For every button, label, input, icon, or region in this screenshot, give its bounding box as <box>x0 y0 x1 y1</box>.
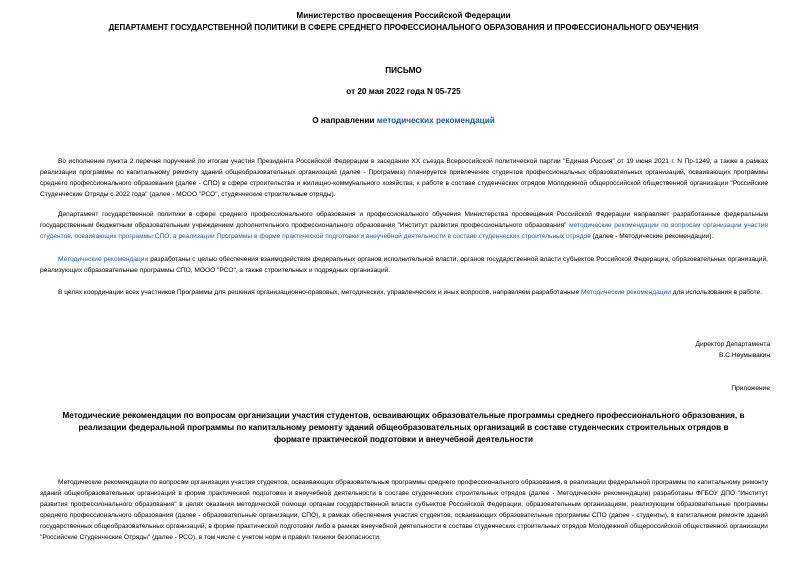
subject-prefix: О направлении <box>312 116 377 125</box>
paragraph-2-tail: (далее - Методические рекомендации). <box>590 233 714 240</box>
appendix-label: Приложение <box>731 385 770 392</box>
recommendations-link-3[interactable]: Методические рекомендации <box>580 289 671 296</box>
document-type: ПИСЬМО <box>385 66 422 75</box>
paragraph-4-tail: для использования в работе. <box>670 289 763 296</box>
signature-position: Директор Департамента <box>695 341 770 348</box>
paragraph-3 <box>40 254 768 276</box>
paragraph-4 <box>40 287 768 298</box>
methodical-recommendations-link[interactable]: методические рекомендации по вопросам организации участия студентов, осваивающих программы СПО, в реализации Программы в форме практической подготовки и внеучебной деятельности в составе студенческих строительных отрядов <box>40 222 768 240</box>
subject-link[interactable]: методических рекомендаций <box>376 116 495 125</box>
department-name: ДЕПАРТАМЕНТ ГОСУДАРСТВЕННОЙ ПОЛИТИКИ В СФЕРЕ СРЕДНЕГО ПРОФЕССИОНАЛЬНОГО ОБРАЗОВАНИЯ И ПРОФЕССИОНАЛЬНОГО ОБУЧЕНИЯ <box>108 23 699 32</box>
recommendations-title: Методические рекомендации по вопросам организации участия студентов, осваивающих образовательные программы среднего профессионального образования, в реализации федеральной программы по капитальному ремонту зданий общеобразовательных организаций в составе студенческих строительных отрядов в формате практической подготовки и внеучебной деятельности <box>62 411 745 444</box>
signature-name: В.С.Неумывакин <box>719 352 770 359</box>
recommendations-link-2[interactable]: Методические рекомендации <box>58 256 149 263</box>
ministry-name: Министерство просвещения Российской Федерации <box>296 11 511 20</box>
paragraph-5: Методические рекомендации по вопросам организации участия студентов, осваивающих образовательные программы среднего профессионального образования, в реализации федеральной программы по капитальному ремонту зданий общеобразовательных организаций в форме практической подготовки и внеучебной деятельности в составе студенческих строительных отрядов (далее - Методические рекомендации) разработаны ФГБОУ ДПО "Институт развития профессионального образования" в целях оказания методической помощи органам государственной власти субъектов Российской Федерации, образовательным организациям, реализующим образовательные программы среднего профессионального образования (далее - образовательные организации, СПО), в рамках обеспечения участия студентов, осваивающих образовательные программы СПО (далее - студенты), в капитальном ремонте зданий государственных общеобразовательных организаций, в форме практической подготовки либо в рамках внеучебной деятельности в составе студенческих строительных отрядов Молодежной общероссийской общественной организации "Российские Студенческие Отряды" (далее - РСО), в том числе с учетом норм и правил техники безопасности. <box>40 479 768 541</box>
paragraph-2 <box>40 209 768 242</box>
paragraph-3-text: разработаны с целью обеспечения взаимодействия федеральных органов исполнительной власти, органов государственной власти субъектов Российской Федерации, образовательных организаций, реализующих образовательные программы СПО, МООО "РСО", а также строительных и подрядных организаций. <box>40 256 768 274</box>
document-date: от 20 мая 2022 года N 05-725 <box>346 87 461 96</box>
paragraph-1: Во исполнение пункта 2 перечня поручений по итогам участия Президента Российской Федерации в заседании XX съезда Всероссийской политической партии "Единая Россия" от 19 июня 2021 г. N Пр-1249, а также в рамках реализации программы по капитальному ремонту зданий общеобразовательных организаций (далее - Программа) планируется привлечение студентов профессиональных образовательных организаций, осваивающих программы среднего профессионального образования (далее - СПО) в сфере строительства и жилищно-коммунального хозяйства, к работе в составе студенческих отрядов Молодежной общероссийской общественной организации "Российские Студенческие Отряды с 2022 года" (далее - МООО "РСО", студенческие строительные отряды). <box>40 158 768 198</box>
paragraph-4-text: В целях координации всех участников Программы для решения организационно-правовых, методических, управленческих и иных вопросов, направляем разработанные <box>58 289 581 296</box>
paragraph-2-text: Департамент государственной политики в сфере среднего профессионального образования и профессионального обучения Министерства просвещения Российской Федерации направляет разработанные федеральным государственным бюджетным образовательным учреждением дополнительного профессионального образования "Институт развития профессионального образования" <box>40 211 768 229</box>
document-subject <box>0 116 807 125</box>
